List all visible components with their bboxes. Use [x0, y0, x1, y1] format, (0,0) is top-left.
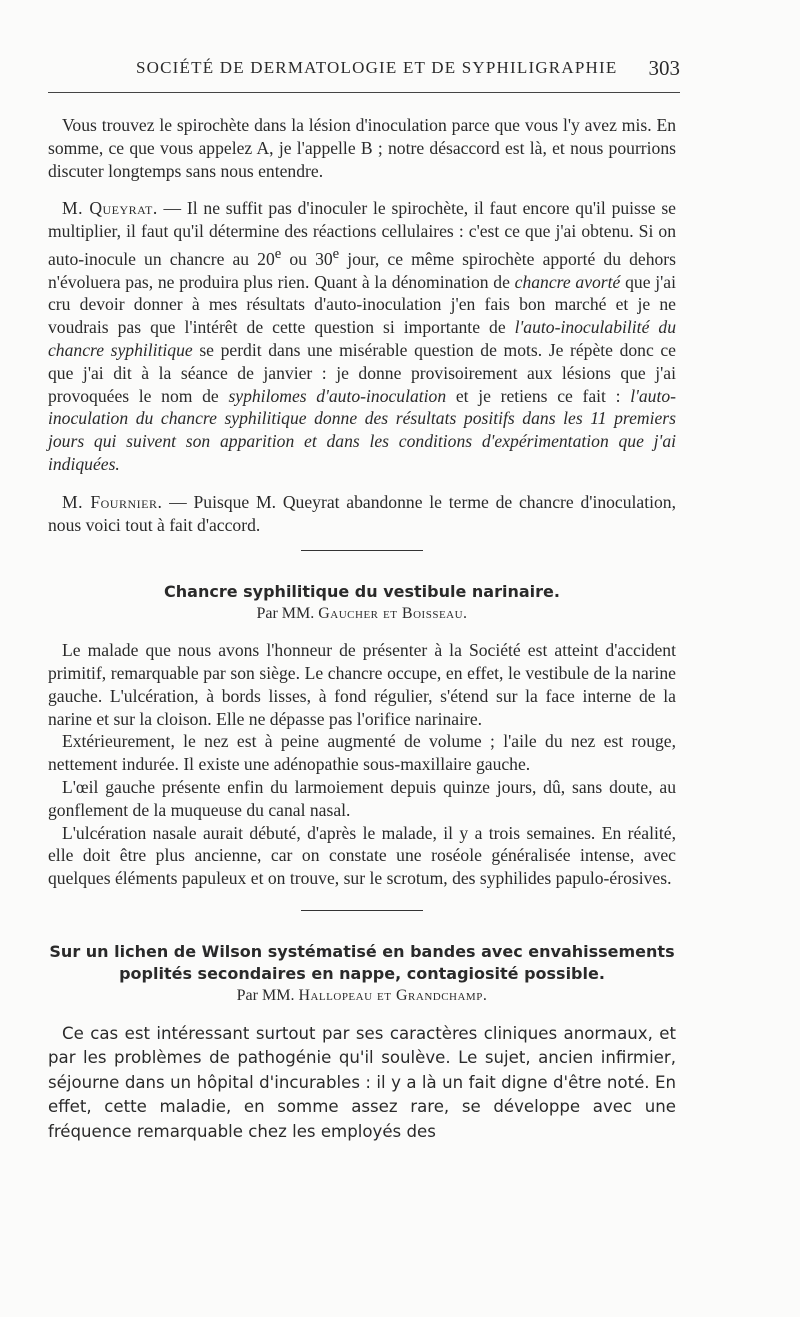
running-title: SOCIÉTÉ DE DERMATOLOGIE ET DE SYPHILIGRAPHIE	[136, 58, 618, 77]
article-2-byline	[48, 985, 676, 1008]
byline-prefix: Par MM.	[256, 605, 319, 623]
byline-prefix: Par MM.	[236, 986, 299, 1004]
speaker-queyrat: M. Queyrat.	[62, 198, 158, 219]
text-segment: ou 30	[281, 248, 333, 269]
speaker-fournier: M. Fournier.	[62, 491, 163, 512]
italic-term: chancre avorté	[514, 271, 621, 292]
article-2-title: Sur un lichen de Wilson systématisé en bandes avec envahissements poplités secondaires en nappe, contagiosité possible.	[49, 941, 675, 983]
page-number: 303	[648, 56, 680, 80]
text-segment: jour, ce même spirochète apporté du dehors n'évoluera pas, ne produira plus rien. Quant à la dénomination de	[48, 248, 677, 292]
article-1-paragraph-2: Extérieurement, le nez est à peine augmenté de volume ; l'aile du nez est rouge, nettement indurée. Il existe une adénopathie sous-maxillaire gauche.	[48, 731, 676, 775]
article-2-body	[48, 1022, 676, 1145]
article-1-byline	[48, 603, 676, 626]
text-segment: et je retiens ce fait :	[446, 385, 631, 406]
page-body	[48, 114, 676, 1144]
discussion-paragraph-2	[48, 197, 676, 475]
text-segment: — Il ne suffit pas d'inoculer le spirochète, il faut encore qu'il puisse se multiplier, il faut qu'il détermine des réactions cellulaires : c'est ce que j'ai obtenu. Si on auto-inocule un chancre au 20	[48, 198, 676, 269]
text-segment: — Puisque M. Queyrat abandonne le terme de chancre d'inoculation, nous voici tout à fait d'accord.	[48, 491, 676, 535]
italic-conclusion: l'auto-inoculation du chancre syphilitique donne des résultats positifs dans les 11 premiers jours qui suivent son apparition et dans les conditions d'expérimentation que j'ai indiquées.	[48, 385, 676, 475]
article-1-paragraph-3: L'œil gauche présente enfin du larmoiement depuis quinze jours, dû, sans doute, au gonflement de la muqueuse du canal nasal.	[48, 776, 676, 820]
article-2-authors: Hallopeau et Grandchamp.	[298, 986, 488, 1004]
article-1-title: Chancre syphilitique du vestibule narinaire.	[164, 582, 560, 602]
superscript: e	[332, 245, 340, 262]
article-1-paragraph-1: Le malade que nous avons l'honneur de présenter à la Société est atteint d'accident primitif, remarquable par son siège. Le chancre occupe, en effet, le vestibule de la narine gauche. L'ulcération, à bords lisses, à fond régulier, s'étend sur la face interne de la narine et sur la cloison. Elle ne dépasse pas l'orifice narinaire.	[48, 640, 676, 729]
section-separator	[301, 910, 423, 911]
text-segment: se perdit dans une misérable question de mots. Je répète donc ce que j'ai dit à la séance de janvier : je donne provisoirement aux lésions que j'ai provoquées le nom de	[48, 340, 676, 406]
italic-term: syphilomes d'auto-inoculation	[228, 385, 447, 406]
discussion-paragraph-3	[48, 491, 676, 537]
article-2-paragraph-1: Ce cas est intéressant surtout par ses caractères cliniques anormaux, et par les problèmes de pathogénie qu'il soulève. Le sujet, ancien infirmier, séjourne dans un hôpital d'incurables : il y a là un fait digne d'être noté. En effet, cette maladie, en somme assez rare, se développe avec une fréquence remarquable chez les employés des	[48, 1023, 676, 1141]
header-rule	[48, 92, 680, 93]
text-segment: que j'ai cru devoir donner à mes résultats d'auto-inoculation j'en fais bon marché et je ne voudrais pas que l'intérêt de cette question si importante de	[48, 271, 676, 338]
superscript: e	[274, 245, 282, 262]
section-separator	[301, 550, 423, 551]
italic-term: l'auto-inoculabilité du chancre syphilitique	[48, 317, 676, 361]
article-1-authors: Gaucher et Boisseau.	[318, 605, 468, 623]
article-1-paragraph-4: L'ulcération nasale aurait débuté, d'après le malade, il y a trois semaines. En réalité, elle doit être plus ancienne, car on constate une roséole généralisée intense, avec quelques éléments papuleux et on trouve, sur le scrotum, des syphilides papulo-érosives.	[48, 822, 676, 889]
discussion-paragraph-1: Vous trouvez le spirochète dans la lésion d'inoculation parce que vous l'y avez mis. En somme, ce que vous appelez A, je l'appelle B ; notre désaccord est là, et nous pourrions discuter longtemps sans nous entendre.	[48, 115, 676, 181]
